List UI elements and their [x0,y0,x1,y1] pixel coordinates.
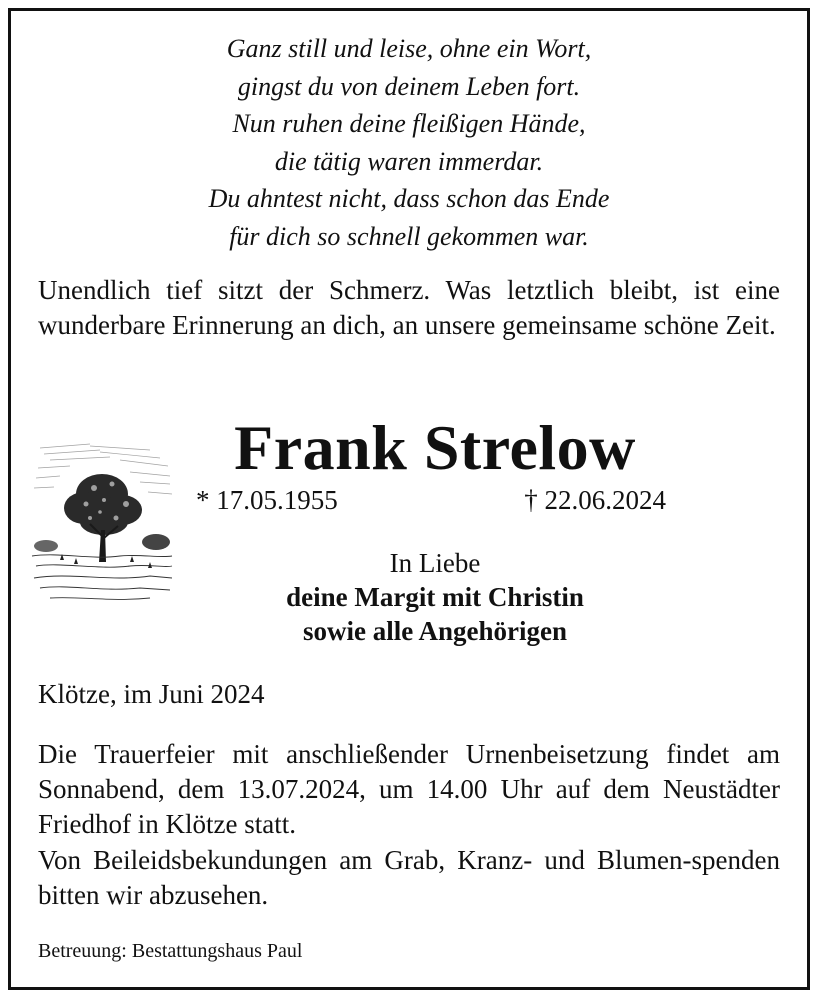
poem-line: für dich so schnell gekommen war. [229,221,589,251]
birth-date: * 17.05.1955 [196,485,338,515]
place-date: Klötze, im Juni 2024 [38,679,265,709]
mourners-signature [190,546,680,648]
deceased-name: Frank Strelow [234,412,636,483]
poem [0,30,818,255]
poem-line: die tätig waren immerdar. [274,146,544,176]
undertaker-credit: Betreuung: Bestattungshaus Paul [38,940,303,962]
funeral-info: Die Trauerfeier mit anschließender Urnenbeisetzung findet am Sonnabend, dem 13.07.2024, um 14.00 Uhr auf dem Neustädter Friedhof in Klötze statt. [38,739,780,839]
intro-paragraph: Unendlich tief sitzt der Schmerz. Was letztlich bleibt, ist eine wunderbare Erinnerung an dich, an unsere gemeinsame schöne Zeit. [38,275,780,340]
signature-relatives: sowie alle Angehörigen [303,616,567,646]
poem-line: gingst du von deinem Leben fort. [237,71,581,101]
poem-line: Du ahntest nicht, dass schon das Ende [208,184,610,213]
poem-line: Ganz still und leise, ohne ein Wort, [226,34,592,63]
signature-family: deine Margit mit Christin [286,582,584,612]
condolence-note: Von Beileidsbekundungen am Grab, Kranz- und Blumen-spenden bitten wir abzusehen. [38,845,780,910]
poem-line: Nun ruhen deine fleißigen Hände, [232,109,586,138]
death-date: † 22.06.2024 [524,485,666,515]
tree-landscape-illustration [30,438,174,610]
signature-greeting: In Liebe [389,548,481,578]
